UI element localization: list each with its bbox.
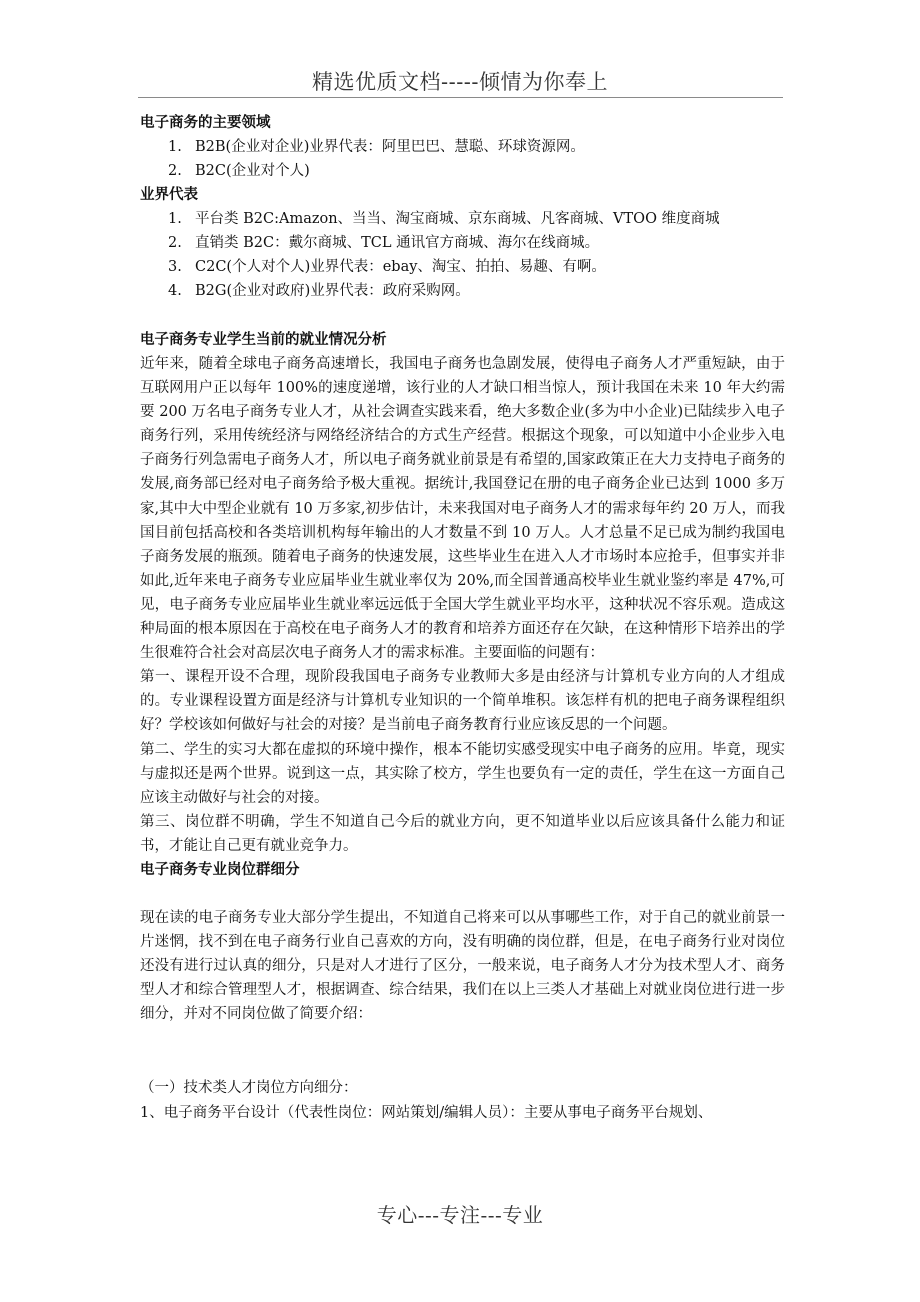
list-item bbox=[140, 231, 785, 255]
problem-paragraph-3: 第三、岗位群不明确，学生不知道自己今后的就业方向，更不知道毕业以后应该具备什么能力和证书，才能让自己更有就业竞争力。 bbox=[140, 813, 785, 854]
list-item bbox=[140, 207, 785, 231]
employment-paragraph: 近年来，随着全球电子商务高速增长，我国电子商务也急剧发展，使得电子商务人才严重短缺，由于互联网用户正以每年 100%的速度递增，该行业的人才缺口相当惊人，预计我国在未来 10 年大约需要 200 万名电子商务专业人才，从社会调查实践来看，绝大多数企业(多为中小企业)已陆续步入电子商务行列，采用传统经济与网络经济结合的方式生产经营。根据这个现象，可以知道中小企业步入电子商务行列急需电子商务人才，所以电子商务就业前景是有希望的,国家政策正在大力支持电子商务的发展,商务部已经对电子商务给予极大重视。据统计,我国登记在册的电子商务企业已达到 1000 多万家,其中大中型企业就有 10 万多家,初步估计，未来我国对电子商务人才的需求每年约 20 万人，而我国目前包括高校和各类培训机构每年输出的人才数量不到 10 万人。人才总量不足已成为制约我国电子商务发展的瓶颈。随着电子商务的快速发展，这些毕业生在进入人才市场时本应抢手，但事实并非如此,近年来电子商务专业应届毕业生就业率仅为 20%,而全国普通高校毕业生就业鉴约率是 47%,可见，电子商务专业应届毕业生就业率远远低于全国大学生就业平均水平，这种状况不容乐观。造成这种局面的根本原因在于高校在电子商务人才的教育和培养方面还存在欠缺，在这种情形下培养出的学生很难符合社会对高层次电子商务人才的需求标准。主要面临的问题有： bbox=[140, 356, 785, 662]
section-heading-domains: 电子商务的主要领域 bbox=[140, 115, 271, 131]
representatives-list bbox=[140, 207, 785, 303]
problem-paragraph-1: 第一、课程开设不合理，现阶段我国电子商务专业教师大多是由经济与计算机专业方向的人才组成的。专业课程设置方面是经济与计算机专业知识的一个简单堆积。该怎样有机的把电子商务课程组织好？学校该如何做好与社会的对接？是当前电子商务教育行业应该反思的一个问题。 bbox=[140, 669, 785, 734]
list-item-number: 2. bbox=[168, 235, 182, 251]
section-heading-employment: 电子商务专业学生当前的就业情况分析 bbox=[140, 332, 387, 348]
list-item-number: 2. bbox=[168, 163, 182, 179]
list-item-text: B2C(企业对个人) bbox=[195, 163, 310, 179]
document-body bbox=[140, 111, 785, 1125]
list-item-number: 4. bbox=[168, 283, 182, 299]
list-item bbox=[140, 279, 785, 303]
list-item-text: 直销类 B2C：戴尔商城、TCL 通讯官方商城、海尔在线商城。 bbox=[195, 235, 600, 251]
list-item-text: C2C(个人对个人)业界代表：ebay、淘宝、拍拍、易趣、有啊。 bbox=[195, 259, 606, 275]
problem-paragraph-2: 第二、学生的实习大都在虚拟的环境中操作，根本不能切实感受现实中电子商务的应用。毕竟，现实与虚拟还是两个世界。说到这一点，其实除了校方，学生也要负有一定的责任，学生在这一方面自己应该主动做好与社会的对接。 bbox=[140, 741, 785, 806]
spacer bbox=[140, 1026, 785, 1076]
section-heading-positions: 电子商务专业岗位群细分 bbox=[140, 861, 300, 878]
list-item-text: 平台类 B2C:Amazon、当当、淘宝商城、京东商城、凡客商城、VTOO 维度商城 bbox=[195, 211, 720, 227]
list-item bbox=[140, 255, 785, 279]
list-item-text: B2B(企业对企业)业界代表：阿里巴巴、慧聪、环球资源网。 bbox=[195, 139, 585, 155]
domains-list bbox=[140, 135, 785, 183]
section-heading-representatives: 业界代表 bbox=[140, 187, 198, 203]
spacer bbox=[140, 303, 785, 328]
header-divider bbox=[138, 97, 783, 98]
list-item bbox=[140, 159, 785, 183]
page-footer: 专心---专注---专业 bbox=[376, 1203, 544, 1227]
page-header-title: 精选优质文档-----倾情为你奉上 bbox=[312, 70, 608, 94]
list-item-text: B2G(企业对政府)业界代表：政府采购网。 bbox=[195, 283, 470, 299]
positions-item-1: 1、电子商务平台设计（代表性岗位：网站策划/编辑人员）：主要从事电子商务平台规划、 bbox=[140, 1104, 713, 1121]
list-item-number: 3. bbox=[168, 259, 182, 275]
list-item bbox=[140, 135, 785, 159]
spacer bbox=[140, 882, 785, 906]
positions-paragraph: 现在读的电子商务专业大部分学生提出，不知道自己将来可以从事哪些工作，对于自己的就业前景一片迷惘，找不到在电子商务行业自己喜欢的方向，没有明确的岗位群，但是，在电子商务行业对岗位还没有进行过认真的细分，只是对人才进行了区分，一般来说，电子商务人才分为技术型人才、商务型人才和综合管理型人才，根据调查、综合结果，我们在以上三类人才基础上对就业岗位进行进一步细分，并对不同岗位做了简要介绍： bbox=[140, 909, 785, 1023]
list-item-number: 1. bbox=[168, 139, 182, 155]
list-item-number: 1. bbox=[168, 211, 182, 227]
positions-subheading: （一）技术类人才岗位方向细分： bbox=[140, 1080, 358, 1097]
